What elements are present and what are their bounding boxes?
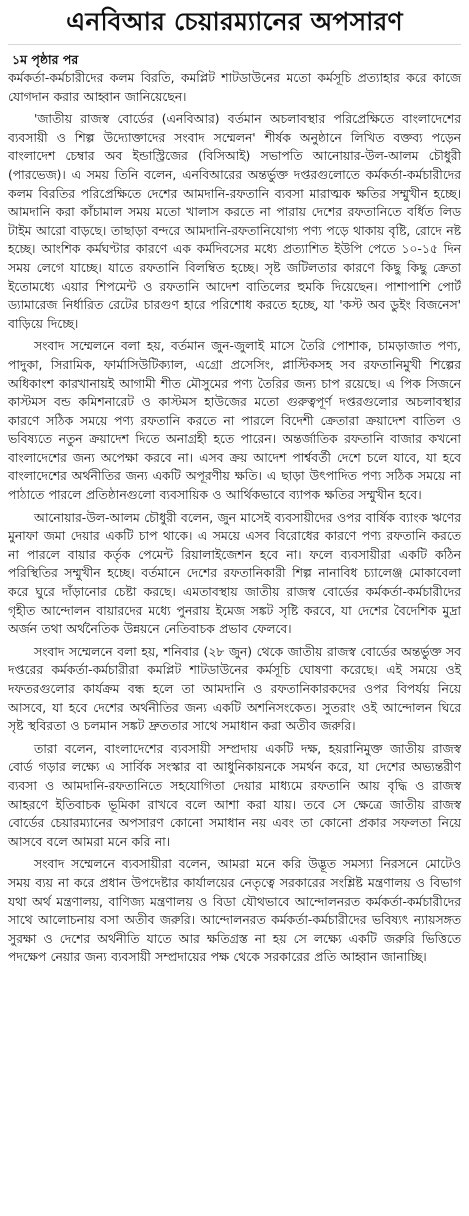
article-paragraph: 'জাতীয় রাজস্ব বোর্ডের (এনবিআর) বর্তমান অচলাবস্থার পরিপ্রেক্ষিতে বাংলাদেশের ব্যবসায়ী ও শিল্প উদ্যোক্তাদের সংবাদ সম্মেলন' শীর্ষক অনুষ্ঠানে লিখিত বক্তব্য পড়েন বাংলাদেশ চেম্বার অব ইন্ডাস্ট্রিজের (বিসিআই) সভাপতি আনোয়ার-উল-আলম চৌধুরী (পারভেজ)। এ সময় তিনি বলেন, এনবিআরের অন্তর্ভুক্ত দপ্তরগুলোতে কর্মকর্তা-কর্মচারীদের কলম বিরতির পরিপ্রেক্ষিতে দেশের আমদানি-রফতানি ব্যবসা মারাত্মক ক্ষতির সম্মুখীন হচ্ছে। আমদানি করা কাঁচামাল সময় মতো খালাস করতে না পারায় দেশের রফতানিতে বর্ধিত লিড টাইম আরো বাড়ছে। তাছাড়া বন্দরে আমদানি-রফতানিযোগ্য পণ্য পড়ে থাকায় বৃষ্টি, রোদে নষ্ট হচ্ছে। আংশিক কর্মঘণ্টার কারণে এক কর্মদিবসের মধ্যে প্রত্যাশিত ইউপি পেতে ১০-১৫ দিন সময় লেগে যাচ্ছে। যাতে রফতানি বিলম্বিত হচ্ছে। সৃষ্ট জটিলতার কারণে কিছু কিছু ক্রেতা ইতোমধ্যে এয়ার শিপমেন্ট ও রফতানি আদেশ বাতিলের হুমকি দিয়েছেন। পাশাপাশি পোর্ট ড্যামারেজ নির্ধারিত রেটের চারগুণ হারে পরিশোধ করতে হচ্ছে, যা 'কস্ট অব ডুইং বিজনেস' বাড়িয়ে দিচ্ছে। [8,112,461,331]
continued-from-label: ১ম পৃষ্ঠার পর [12,52,79,67]
article-body [8,69,461,967]
article-paragraph: তারা বলেন, বাংলাদেশের ব্যবসায়ী সম্প্রদায় একটি দক্ষ, হয়রানিমুক্ত জাতীয় রাজস্ব বোর্ড গড়ার লক্ষ্যে এ সার্বিক সংস্কার বা আধুনিকায়নকে সমর্থন করে, যা দেশের অভ্যন্তরীণ ব্যবসা ও আমদানি-রফতানিতে সহযোগিতা দেয়ার মাধ্যমে রফতানি আয় বৃদ্ধি ও রাজস্ব আহরণে ইতিবাচক ভূমিকা রাখবে বলে আশা করা যায়। তবে সে ক্ষেত্রে জাতীয় রাজস্ব বোর্ডের চেয়ারম্যানের অপসারণ কোনো সমাধান নয় এবং তা কোনো প্রকার সফলতা নিয়ে আসবে বলে আমরা মনে করি না। [8,741,461,849]
headline: এনবিআর চেয়ারম্যানের অপসারণ [8,4,461,45]
article-paragraph: সংবাদ সম্মেলনে বলা হয়, বর্তমান জুন-জুলাই মাসে তৈরি পোশাক, চামড়াজাত পণ্য, পাদুকা, সিরামিক, ফার্মাসিউটিক্যাল, এগ্রো প্রসেসিং, প্লাস্টিকসহ সব রফতানিমুখী শিল্পের অধিকাংশ কারখানায়ই আগামী শীত মৌসুমের পণ্য তৈরির জন্য চাপ রয়েছে। এ পিক সিজনে কাস্টমস বন্ড কমিশনারেট ও কাস্টমস হাউজের মতো গুরুত্বপূর্ণ দপ্তরগুলোর অচলাবস্থার কারণে সঠিক সময়ে পণ্য রফতানি করতে না পারলে বিদেশী ক্রেতারা ক্রয়াদেশ বাতিল ও ভবিষ্যতে নতুন ক্রয়াদেশ দিতে অনাগ্রহী হতে পারেন। অন্তর্জাতিক রফতানি বাজার কখনো বাংলাদেশের জন্য অপেক্ষা করবে না। এসব ক্রয় আদেশ পার্শ্ববর্তী দেশে চলে যাবে, যা হবে বাংলাদেশের অর্থনীতির জন্য একটি অপূরণীয় ক্ষতি। এ ছাড়া উৎপাদিত পণ্য সঠিক সময়ে না পাঠাতে পারলে প্রতিষ্ঠানগুলো ব্যবসায়িক ও আর্থিকভাবে ব্যাপক ক্ষতির সম্মুখীন হবে। [8,339,462,503]
article-paragraph: কর্মকর্তা-কর্মচারীদের কলম বিরতি, কমপ্লিট শাটডাউনের মতো কর্মসূচি প্রত্যাহার করে কাজে যোগদান করার আহ্বান জানিয়েছেন। [8,71,461,104]
article-paragraph: আনোয়ার-উল-আলম চৌধুরী বলেন, জুন মাসেই ব্যবসায়ীদের ওপর বার্ষিক ব্যাংক ঋণের মুনাফা জমা দেয়ার একটি চাপ থাকে। এ সময়ে এসব বিরোধের কারণে পণ্য রফতানি করতে না পারলে বায়ার কর্তৃক পেমেন্ট রিয়ালাইজেশন হবে না। ফলে ব্যবসায়ীরা একটি কঠিন পরিস্থিতির সম্মুখীন হচ্ছে। বর্তমানে দেশের রফতানিকারী শিল্প নানাবিধ চ্যালেঞ্জ মোকাবেলা করে ঘুরে দাঁড়ানোর চেষ্টা করছে। এমতাবস্থায় জাতীয় রাজস্ব বোর্ডের কর্মকর্তা-কর্মচারীদের গৃহীত আন্দোলন বায়ারদের মধ্যে পুনরায় ইমেজ সঙ্কট সৃষ্টি করবে, যা দেশের বৈদেশিক মুদ্রা অর্জন তথা অর্থনৈতিক উন্নয়নে নেতিবাচক প্রভাব ফেলবে। [8,510,461,637]
article-paragraph: সংবাদ সম্মেলনে বলা হয়, শনিবার (২৮ জুন) থেকে জাতীয় রাজস্ব বোর্ডের অন্তর্ভুক্ত সব দপ্তরের কর্মকর্তা-কর্মচারীরা কমপ্লিট শাটডাউনের কর্মসূচি ঘোষণা করেছে। এই সময়ে ওই দফতরগুলোর কার্যক্রম বন্ধ হলে তা আমদানি ও রফতানিকারকদের ওপর বিপর্যয় নিয়ে আসবে, যা হবে দেশের অর্থনীতির জন্য একটি অশনিসংকেত। সুতরাং ওই আন্দোলন ঘিরে সৃষ্ট স্থবিরতা ও চলমান সঙ্কট দ্রুততার সাথে সমাধান করা অতীব জরুরি। [8,644,461,734]
article-paragraph: সংবাদ সম্মেলনে ব্যবসায়ীরা বলেন, আমরা মনে করি উদ্ভূত সমস্যা নিরসনে মোটেও সময় ব্যয় না করে প্রধান উপদেষ্টার কার্যালয়ের নেতৃত্বে সরকারের সংশ্লিষ্ট মন্ত্রণালয় ও বিভাগ যথা অর্থ মন্ত্রণালয়, বাণিজ্য মন্ত্রণালয় ও বিডা যৌথভাবে আন্দোলনরত কর্মকর্তা-কর্মচারীদের সাথে আলোচনায় বসা অতীব জরুরি। আন্দোলনরত কর্মকর্তা-কর্মচারীদের ভবিষ্যৎ ন্যায়সঙ্গত সুরক্ষা ও দেশের অর্থনীতি যাতে আর ক্ষতিগ্রস্ত না হয় সে লক্ষ্যে একটি জরুরি ভিত্তিতে পদক্ষেপ নেয়ার জন্য ব্যবসায়ী সম্প্রদায়ের পক্ষ থেকে সরকারের প্রতি আহ্বান জানাচ্ছি। [8,857,461,965]
